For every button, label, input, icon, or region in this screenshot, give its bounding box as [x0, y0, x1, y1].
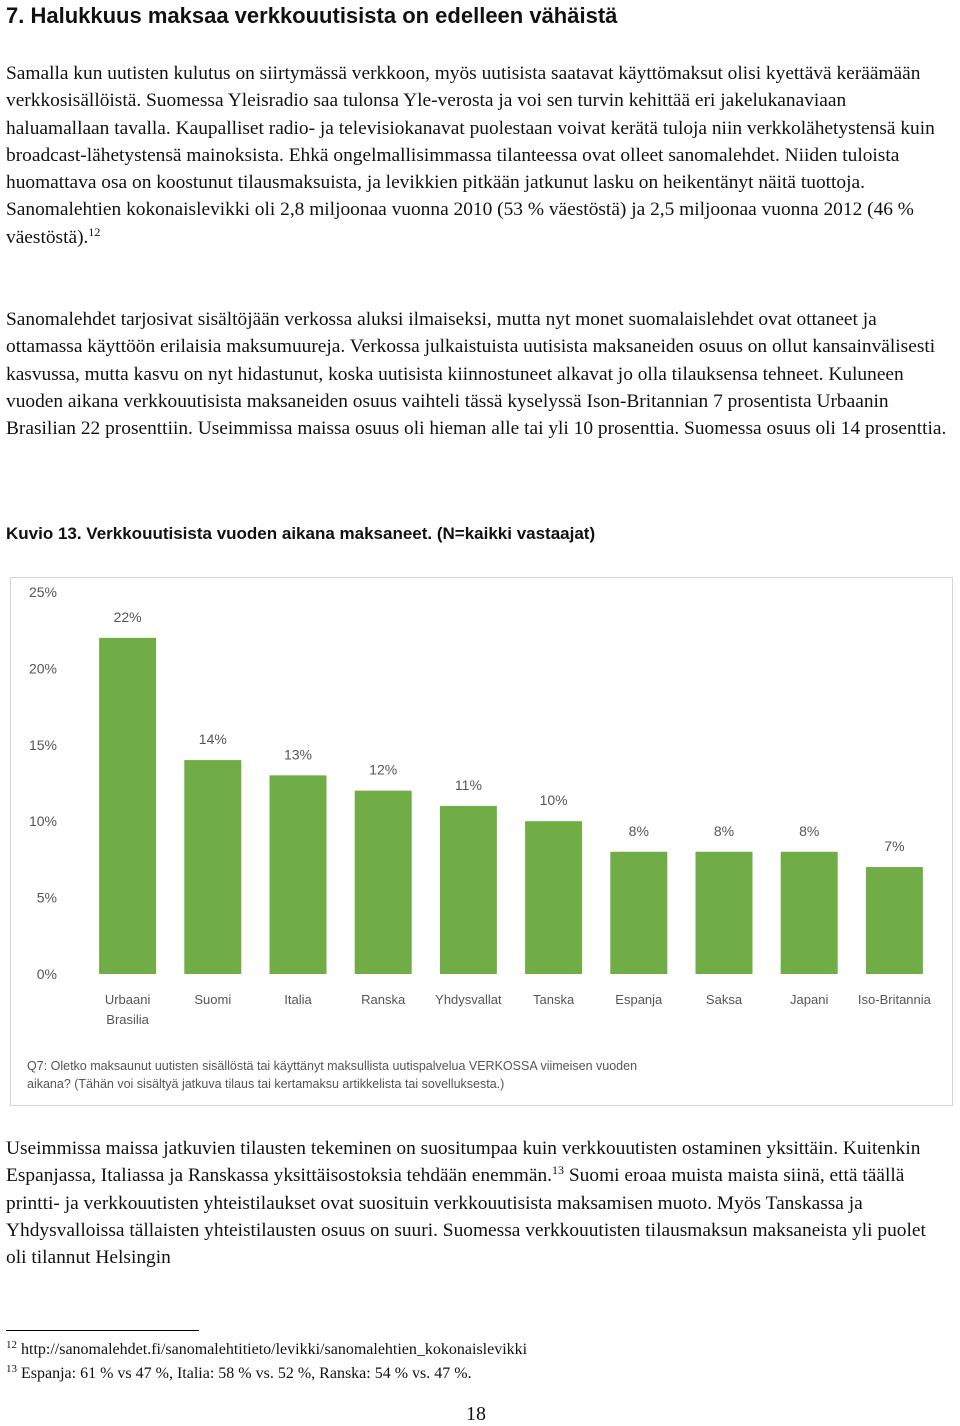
y-tick-label: 15%	[28, 736, 57, 753]
bar	[696, 852, 753, 974]
chart-question-note: Q7: Oletko maksaunut uutisten sisällöstä tai käyttänyt maksullista uutispalvelua VERKOSSA viimeisen vuoden	[27, 1059, 638, 1073]
x-tick-label: Tanska	[532, 992, 575, 1007]
footnote-13-number: 13	[6, 1363, 17, 1375]
footnote-ref-12[interactable]: 12	[88, 224, 101, 239]
bar	[184, 760, 241, 974]
paragraph-intro	[6, 60, 951, 251]
x-tick-label: Saksa	[705, 992, 743, 1007]
bar-value-label: 8%	[713, 822, 735, 839]
bar-value-label: 8%	[628, 822, 649, 839]
section-heading: 7. Halukkuus maksaa verkkouutisista on edelleen vähäistä	[6, 3, 618, 28]
paragraph-subscriptions	[6, 1135, 951, 1271]
y-tick-label: 20%	[28, 660, 57, 677]
bar	[440, 806, 497, 974]
bar-value-label: 10%	[539, 792, 568, 809]
bar	[99, 638, 156, 974]
x-tick-label: Espanja	[615, 992, 663, 1007]
bar	[525, 821, 582, 974]
y-tick-label: 10%	[28, 813, 57, 830]
footnote-13	[6, 1363, 472, 1385]
x-tick-label: Urbaani	[104, 992, 151, 1007]
paragraph-subscriptions-text-b: Suomi eroaa muista maista siinä, että täällä printti- ja verkkouutisten yhteistilaukset ovat suosituin verkkouutisista maksamisen muoto. Myös Tanskassa ja Yhdysvalloissa tällaisten yhteistilausten osuus on suuri. Suomessa verkkouutisten tilausmaksun maksaneista yli puolet oli tilannut Helsingin	[6, 1165, 926, 1269]
bar	[866, 867, 923, 974]
paragraph-subscriptions-text-a: Useimmissa maissa jatkuvien tilausten tekeminen on suositumpaa kuin verkkouutisten ostaminen yksittäin. Kuitenkin Espanjassa, Italiassa ja Ranskassa yksittäisostoksia tehdään enemmän.	[6, 1138, 921, 1187]
page-number: 18	[466, 1403, 486, 1425]
chart-question-note: aikana? (Tähän voi sisältyä jatkuva tilaus tai kertamaksu artikkelista tai sovelluksesta.)	[27, 1077, 505, 1091]
x-tick-label: Suomi	[194, 992, 232, 1007]
footnote-12-number: 12	[6, 1339, 17, 1351]
x-tick-label: Iso-Britannia	[857, 992, 931, 1007]
x-tick-label: Japani	[790, 992, 829, 1007]
paragraph-paywalls: Sanomalehdet tarjosivat sisältöjään verkossa aluksi ilmaiseksi, mutta nyt monet suomalaislehdet ovat ottaneet ja ottamassa käyttöön erilaisia maksumuureja. Verkossa julkaistuista uutisista maksaneiden osuus on ollut kansainvälisesti kasvussa, mutta kasvu on nyt hidastunut, koska uutisista kiinnostuneet alkavat jo olla tilauksensa tehneet. Kuluneen vuoden aikana verkkouutisista maksaneiden osuus vaihteli tässä kyselyssä Ison-Britannian 7 prosentista Urbaanin Brasilian 22 prosenttiin. Useimmissa maissa osuus oli hieman alle tai yli 10 prosenttia. Suomessa osuus oli 14 prosenttia.	[6, 309, 947, 440]
bar-chart	[11, 578, 952, 1105]
x-tick-label: Italia	[284, 992, 312, 1007]
figure-caption: Kuvio 13. Verkkouutisista vuoden aikana maksaneet. (N=kaikki vastaajat)	[6, 524, 596, 543]
y-tick-label: 5%	[36, 889, 57, 906]
y-tick-label: 25%	[28, 584, 57, 600]
x-tick-label: Ranska	[361, 992, 406, 1007]
bar-value-label: 14%	[198, 731, 227, 748]
bar-value-label: 22%	[113, 608, 142, 625]
bar	[270, 775, 327, 974]
bar-value-label: 13%	[283, 746, 313, 763]
bar-chart-frame	[10, 577, 953, 1106]
footnote-divider	[6, 1330, 199, 1331]
paragraph-intro-text: Samalla kun uutisten kulutus on siirtymässä verkkoon, myös uutisista saatavat käyttömaksut olisi kyettävä keräämään verkkosisällöistä. Suomessa Yleisradio saa tulonsa Yle-verosta ja voi sen turvin kehittää eri jakelukanaviaan haluamallaan tavalla. Kaupalliset radio- ja televisiokanavat puolestaan voivat kerätä tuloja niin verkkolähetystensä kuin broadcast-lähetystensä mainoksista. Ehkä ongelmallisimmassa tilanteessa ovat olleet sanomalehdet. Niiden tuloista huomattava osa on koostunut tilausmaksuista, ja levikkien pitkään jatkunut lasku on heikentänyt näitä tuottoja. Sanomalehtien kokonaislevikki oli 2,8 miljoonaa vuonna 2010 (53 % väestöstä) ja 2,5 miljoonaa vuonna 2012 (46 % väestöstä).	[6, 63, 935, 248]
x-tick-label: Brasilia	[106, 1012, 149, 1027]
footnote-13-text: Espanja: 61 % vs 47 %, Italia: 58 % vs. 52 %, Ranska: 54 % vs. 47 %.	[17, 1365, 472, 1382]
bar	[610, 852, 667, 974]
bar-value-label: 11%	[454, 776, 482, 793]
y-tick-label: 0%	[36, 966, 57, 982]
bar-value-label: 7%	[884, 838, 905, 855]
x-tick-label: Yhdysvallat	[435, 992, 502, 1007]
footnote-12	[6, 1339, 527, 1361]
bar-value-label: 8%	[799, 822, 820, 839]
footnote-12-text[interactable]: http://sanomalehdet.fi/sanomalehtitieto/levikki/sanomalehtien_kokonaislevikki	[17, 1341, 528, 1358]
bar	[781, 852, 838, 974]
bar-value-label: 12%	[369, 761, 398, 778]
footnote-ref-13[interactable]: 13	[552, 1163, 565, 1178]
bar	[355, 791, 412, 974]
